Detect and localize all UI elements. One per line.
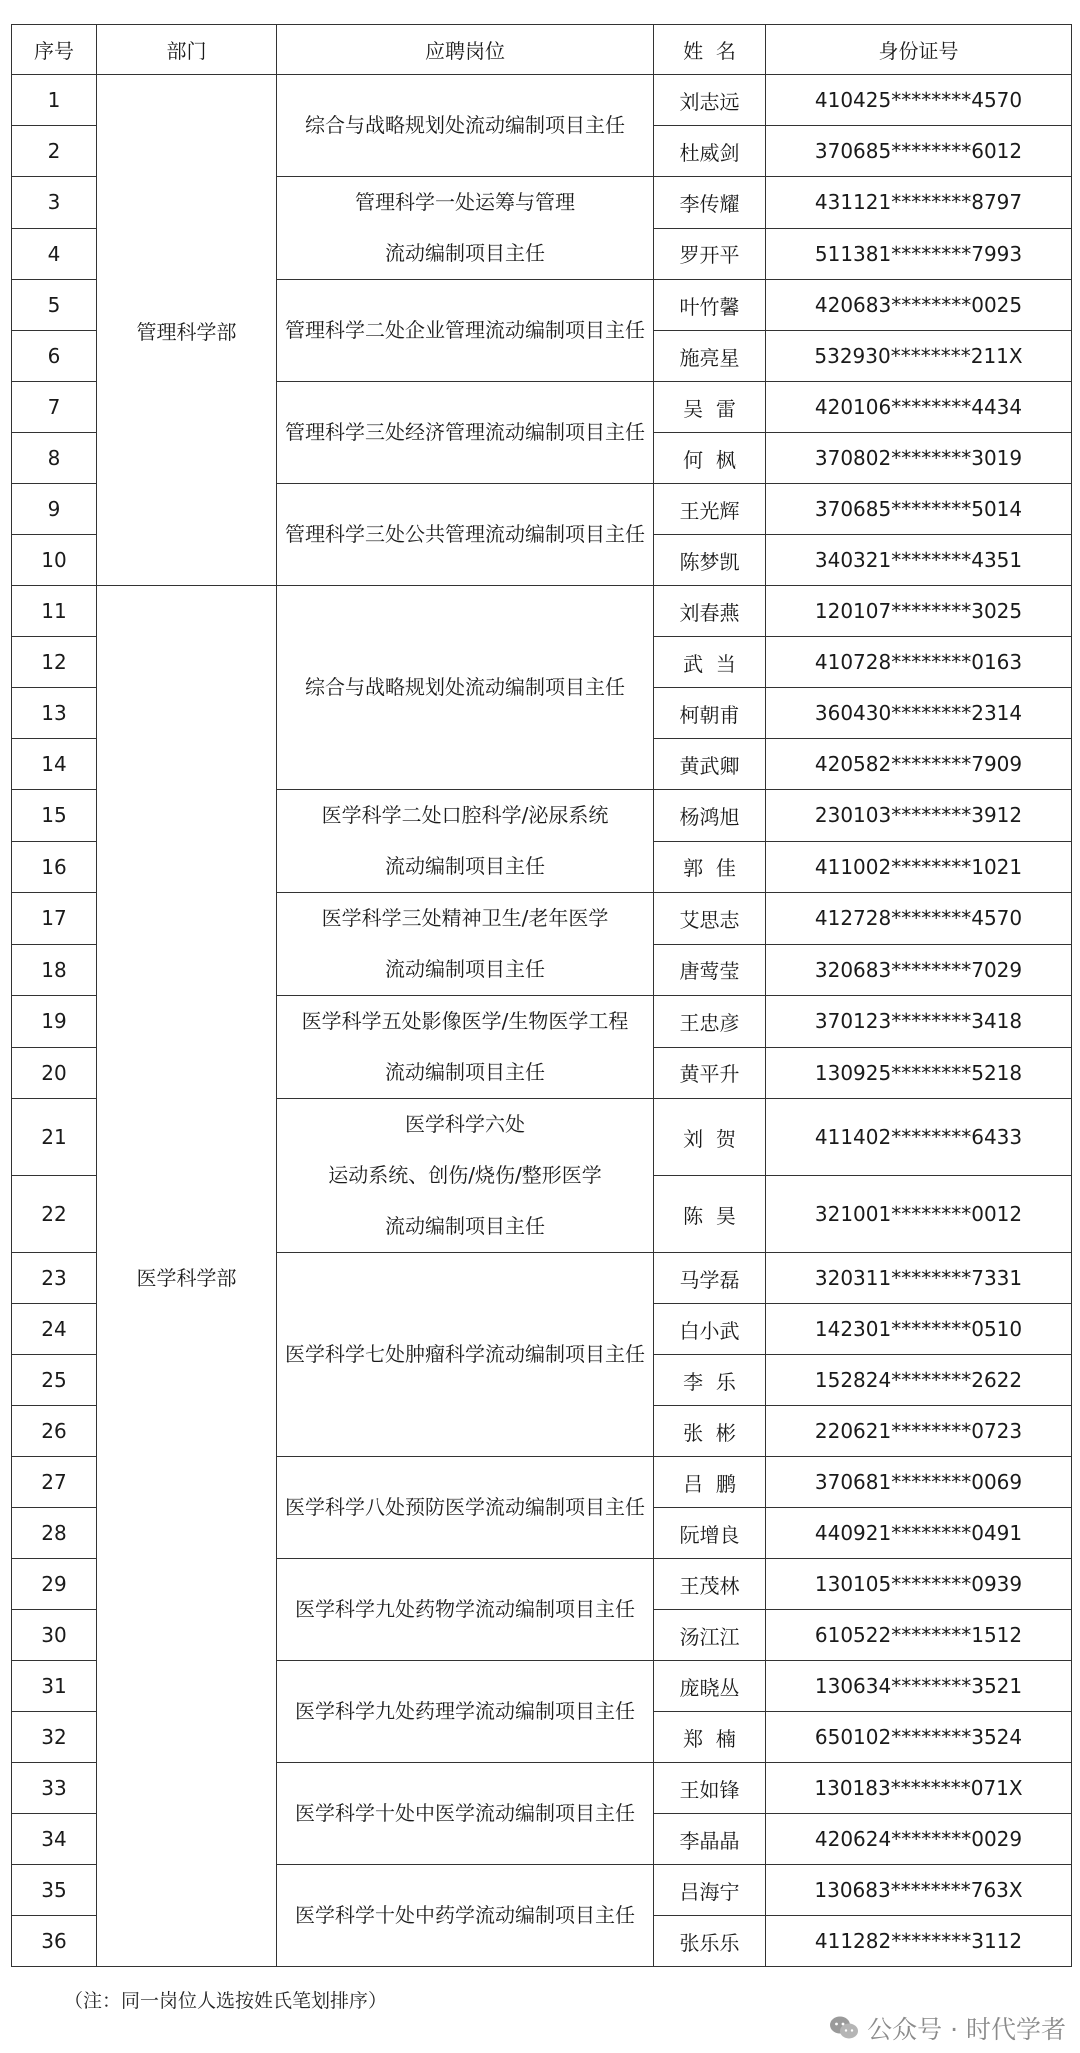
cell-no: 35 xyxy=(12,1865,97,1916)
cell-name: 李传耀 xyxy=(654,177,766,229)
position-line: 医学科学九处药物学流动编制项目主任 xyxy=(295,1597,635,1621)
cell-name: 李 乐 xyxy=(654,1355,766,1406)
cell-position xyxy=(277,1559,654,1661)
cell-no: 15 xyxy=(12,790,97,842)
cell-id-number: 411282********3112 xyxy=(766,1916,1072,1967)
position-line: 流动编制项目主任 xyxy=(385,1060,545,1084)
cell-no: 33 xyxy=(12,1763,97,1814)
cell-id-number: 420683********0025 xyxy=(766,280,1072,331)
cell-id-number: 321001********0012 xyxy=(766,1176,1072,1253)
cell-department: 管理科学部 xyxy=(97,75,277,586)
cell-no: 6 xyxy=(12,331,97,382)
cell-name: 张 彬 xyxy=(654,1406,766,1457)
cell-no: 26 xyxy=(12,1406,97,1457)
cell-name: 王忠彦 xyxy=(654,996,766,1048)
cell-no: 27 xyxy=(12,1457,97,1508)
position-line: 医学科学九处药理学流动编制项目主任 xyxy=(295,1699,635,1723)
cell-no: 17 xyxy=(12,893,97,945)
cell-no: 1 xyxy=(12,75,97,126)
cell-no: 32 xyxy=(12,1712,97,1763)
position-line: 流动编制项目主任 xyxy=(385,957,545,981)
cell-id-number: 130925********5218 xyxy=(766,1047,1072,1099)
cell-position xyxy=(277,996,654,1099)
cell-name: 唐莺莹 xyxy=(654,944,766,996)
cell-no: 11 xyxy=(12,586,97,637)
cell-id-number: 130683********763X xyxy=(766,1865,1072,1916)
position-line: 管理科学一处运筹与管理 xyxy=(355,190,575,214)
cell-name: 王茂林 xyxy=(654,1559,766,1610)
cell-position xyxy=(277,177,654,280)
cell-name: 杨鸿旭 xyxy=(654,790,766,842)
cell-id-number: 370681********0069 xyxy=(766,1457,1072,1508)
position-line: 综合与战略规划处流动编制项目主任 xyxy=(305,113,625,137)
cell-id-number: 320683********7029 xyxy=(766,944,1072,996)
position-line: 医学科学三处精神卫生/老年医学 xyxy=(321,906,609,930)
cell-name: 何 枫 xyxy=(654,433,766,484)
cell-no: 8 xyxy=(12,433,97,484)
cell-no: 21 xyxy=(12,1099,97,1176)
position-line: 医学科学五处影像医学/生物医学工程 xyxy=(301,1009,629,1033)
cell-name: 黄平升 xyxy=(654,1047,766,1099)
cell-position xyxy=(277,280,654,382)
cell-name: 吕海宁 xyxy=(654,1865,766,1916)
cell-id-number: 411402********6433 xyxy=(766,1099,1072,1176)
table-row xyxy=(12,586,1072,637)
cell-no: 3 xyxy=(12,177,97,229)
cell-no: 25 xyxy=(12,1355,97,1406)
cell-id-number: 532930********211X xyxy=(766,331,1072,382)
cell-id-number: 410425********4570 xyxy=(766,75,1072,126)
cell-name: 陈梦凯 xyxy=(654,535,766,586)
cell-id-number: 120107********3025 xyxy=(766,586,1072,637)
cell-position xyxy=(277,1865,654,1967)
cell-no: 22 xyxy=(12,1176,97,1253)
cell-name: 艾思志 xyxy=(654,893,766,945)
cell-no: 13 xyxy=(12,688,97,739)
cell-no: 5 xyxy=(12,280,97,331)
cell-name: 黄武卿 xyxy=(654,739,766,790)
cell-id-number: 412728********4570 xyxy=(766,893,1072,945)
cell-position xyxy=(277,1763,654,1865)
cell-no: 9 xyxy=(12,484,97,535)
cell-name: 李晶晶 xyxy=(654,1814,766,1865)
cell-id-number: 420624********0029 xyxy=(766,1814,1072,1865)
cell-name: 王如锋 xyxy=(654,1763,766,1814)
cell-name: 刘志远 xyxy=(654,75,766,126)
cell-position xyxy=(277,586,654,790)
cell-id-number: 130634********3521 xyxy=(766,1661,1072,1712)
cell-no: 18 xyxy=(12,944,97,996)
table-header-row xyxy=(12,25,1072,75)
cell-name: 刘 贺 xyxy=(654,1099,766,1176)
cell-name: 白小武 xyxy=(654,1304,766,1355)
cell-id-number: 360430********2314 xyxy=(766,688,1072,739)
cell-name: 陈 昊 xyxy=(654,1176,766,1253)
cell-name: 刘春燕 xyxy=(654,586,766,637)
cell-id-number: 420582********7909 xyxy=(766,739,1072,790)
cell-id-number: 340321********4351 xyxy=(766,535,1072,586)
cell-no: 7 xyxy=(12,382,97,433)
cell-name: 杜威剑 xyxy=(654,126,766,177)
cell-id-number: 370685********5014 xyxy=(766,484,1072,535)
cell-id-number: 220621********0723 xyxy=(766,1406,1072,1457)
header-department: 部门 xyxy=(97,25,277,75)
cell-position xyxy=(277,1457,654,1559)
header-id-number: 身份证号 xyxy=(766,25,1072,75)
cell-id-number: 420106********4434 xyxy=(766,382,1072,433)
cell-name: 吴 雷 xyxy=(654,382,766,433)
cell-no: 36 xyxy=(12,1916,97,1967)
cell-name: 汤江江 xyxy=(654,1610,766,1661)
cell-id-number: 650102********3524 xyxy=(766,1712,1072,1763)
cell-id-number: 410728********0163 xyxy=(766,637,1072,688)
cell-position xyxy=(277,1099,654,1253)
cell-name: 庞晓丛 xyxy=(654,1661,766,1712)
position-line: 医学科学六处 xyxy=(405,1112,525,1136)
cell-no: 20 xyxy=(12,1047,97,1099)
cell-no: 4 xyxy=(12,228,97,280)
position-line: 管理科学三处经济管理流动编制项目主任 xyxy=(285,420,645,444)
cell-no: 31 xyxy=(12,1661,97,1712)
cell-id-number: 411002********1021 xyxy=(766,841,1072,893)
cell-id-number: 610522********1512 xyxy=(766,1610,1072,1661)
position-line: 管理科学二处企业管理流动编制项目主任 xyxy=(285,318,645,342)
header-name: 姓 名 xyxy=(654,25,766,75)
cell-id-number: 431121********8797 xyxy=(766,177,1072,229)
position-line: 流动编制项目主任 xyxy=(385,241,545,265)
position-line: 医学科学七处肿瘤科学流动编制项目主任 xyxy=(285,1342,645,1366)
cell-id-number: 130183********071X xyxy=(766,1763,1072,1814)
wechat-icon xyxy=(829,2015,859,2041)
position-line: 管理科学三处公共管理流动编制项目主任 xyxy=(285,522,645,546)
cell-position xyxy=(277,790,654,893)
cell-no: 30 xyxy=(12,1610,97,1661)
cell-no: 10 xyxy=(12,535,97,586)
watermark-text: 公众号 · 时代学者 xyxy=(867,2015,1066,2044)
cell-id-number: 130105********0939 xyxy=(766,1559,1072,1610)
cell-no: 12 xyxy=(12,637,97,688)
cell-name: 罗开平 xyxy=(654,228,766,280)
watermark xyxy=(829,2010,1066,2046)
cell-name: 吕 鹏 xyxy=(654,1457,766,1508)
header-position: 应聘岗位 xyxy=(277,25,654,75)
cell-name: 张乐乐 xyxy=(654,1916,766,1967)
cell-department: 医学科学部 xyxy=(97,586,277,1967)
cell-id-number: 142301********0510 xyxy=(766,1304,1072,1355)
cell-position xyxy=(277,893,654,996)
cell-id-number: 230103********3912 xyxy=(766,790,1072,842)
footnote: （注：同一岗位人选按姓氏笔划排序） xyxy=(64,1990,388,2012)
cell-id-number: 370802********3019 xyxy=(766,433,1072,484)
cell-no: 2 xyxy=(12,126,97,177)
position-line: 医学科学八处预防医学流动编制项目主任 xyxy=(285,1495,645,1519)
position-line: 医学科学二处口腔科学/泌尿系统 xyxy=(321,803,609,827)
cell-name: 柯朝甫 xyxy=(654,688,766,739)
position-line: 流动编制项目主任 xyxy=(385,1214,545,1238)
cell-position xyxy=(277,1253,654,1457)
cell-id-number: 370123********3418 xyxy=(766,996,1072,1048)
header-no: 序号 xyxy=(12,25,97,75)
cell-no: 23 xyxy=(12,1253,97,1304)
position-line: 运动系统、创伤/烧伤/整形医学 xyxy=(328,1163,602,1187)
cell-name: 阮增良 xyxy=(654,1508,766,1559)
cell-no: 29 xyxy=(12,1559,97,1610)
cell-id-number: 320311********7331 xyxy=(766,1253,1072,1304)
cell-id-number: 152824********2622 xyxy=(766,1355,1072,1406)
cell-position xyxy=(277,75,654,177)
cell-id-number: 440921********0491 xyxy=(766,1508,1072,1559)
cell-no: 24 xyxy=(12,1304,97,1355)
position-line: 流动编制项目主任 xyxy=(385,854,545,878)
cell-name: 马学磊 xyxy=(654,1253,766,1304)
cell-name: 叶竹馨 xyxy=(654,280,766,331)
cell-no: 28 xyxy=(12,1508,97,1559)
position-line: 综合与战略规划处流动编制项目主任 xyxy=(305,675,625,699)
cell-position xyxy=(277,484,654,586)
cell-no: 34 xyxy=(12,1814,97,1865)
cell-name: 郭 佳 xyxy=(654,841,766,893)
cell-name: 武 当 xyxy=(654,637,766,688)
table-body xyxy=(12,75,1072,1967)
table-row xyxy=(12,75,1072,126)
cell-position xyxy=(277,1661,654,1763)
cell-id-number: 370685********6012 xyxy=(766,126,1072,177)
candidate-table xyxy=(11,24,1072,1967)
position-line: 医学科学十处中药学流动编制项目主任 xyxy=(295,1903,635,1927)
cell-no: 19 xyxy=(12,996,97,1048)
cell-id-number: 511381********7993 xyxy=(766,228,1072,280)
cell-name: 施亮星 xyxy=(654,331,766,382)
cell-no: 16 xyxy=(12,841,97,893)
position-line: 医学科学十处中医学流动编制项目主任 xyxy=(295,1801,635,1825)
cell-no: 14 xyxy=(12,739,97,790)
cell-position xyxy=(277,382,654,484)
cell-name: 王光辉 xyxy=(654,484,766,535)
cell-name: 郑 楠 xyxy=(654,1712,766,1763)
